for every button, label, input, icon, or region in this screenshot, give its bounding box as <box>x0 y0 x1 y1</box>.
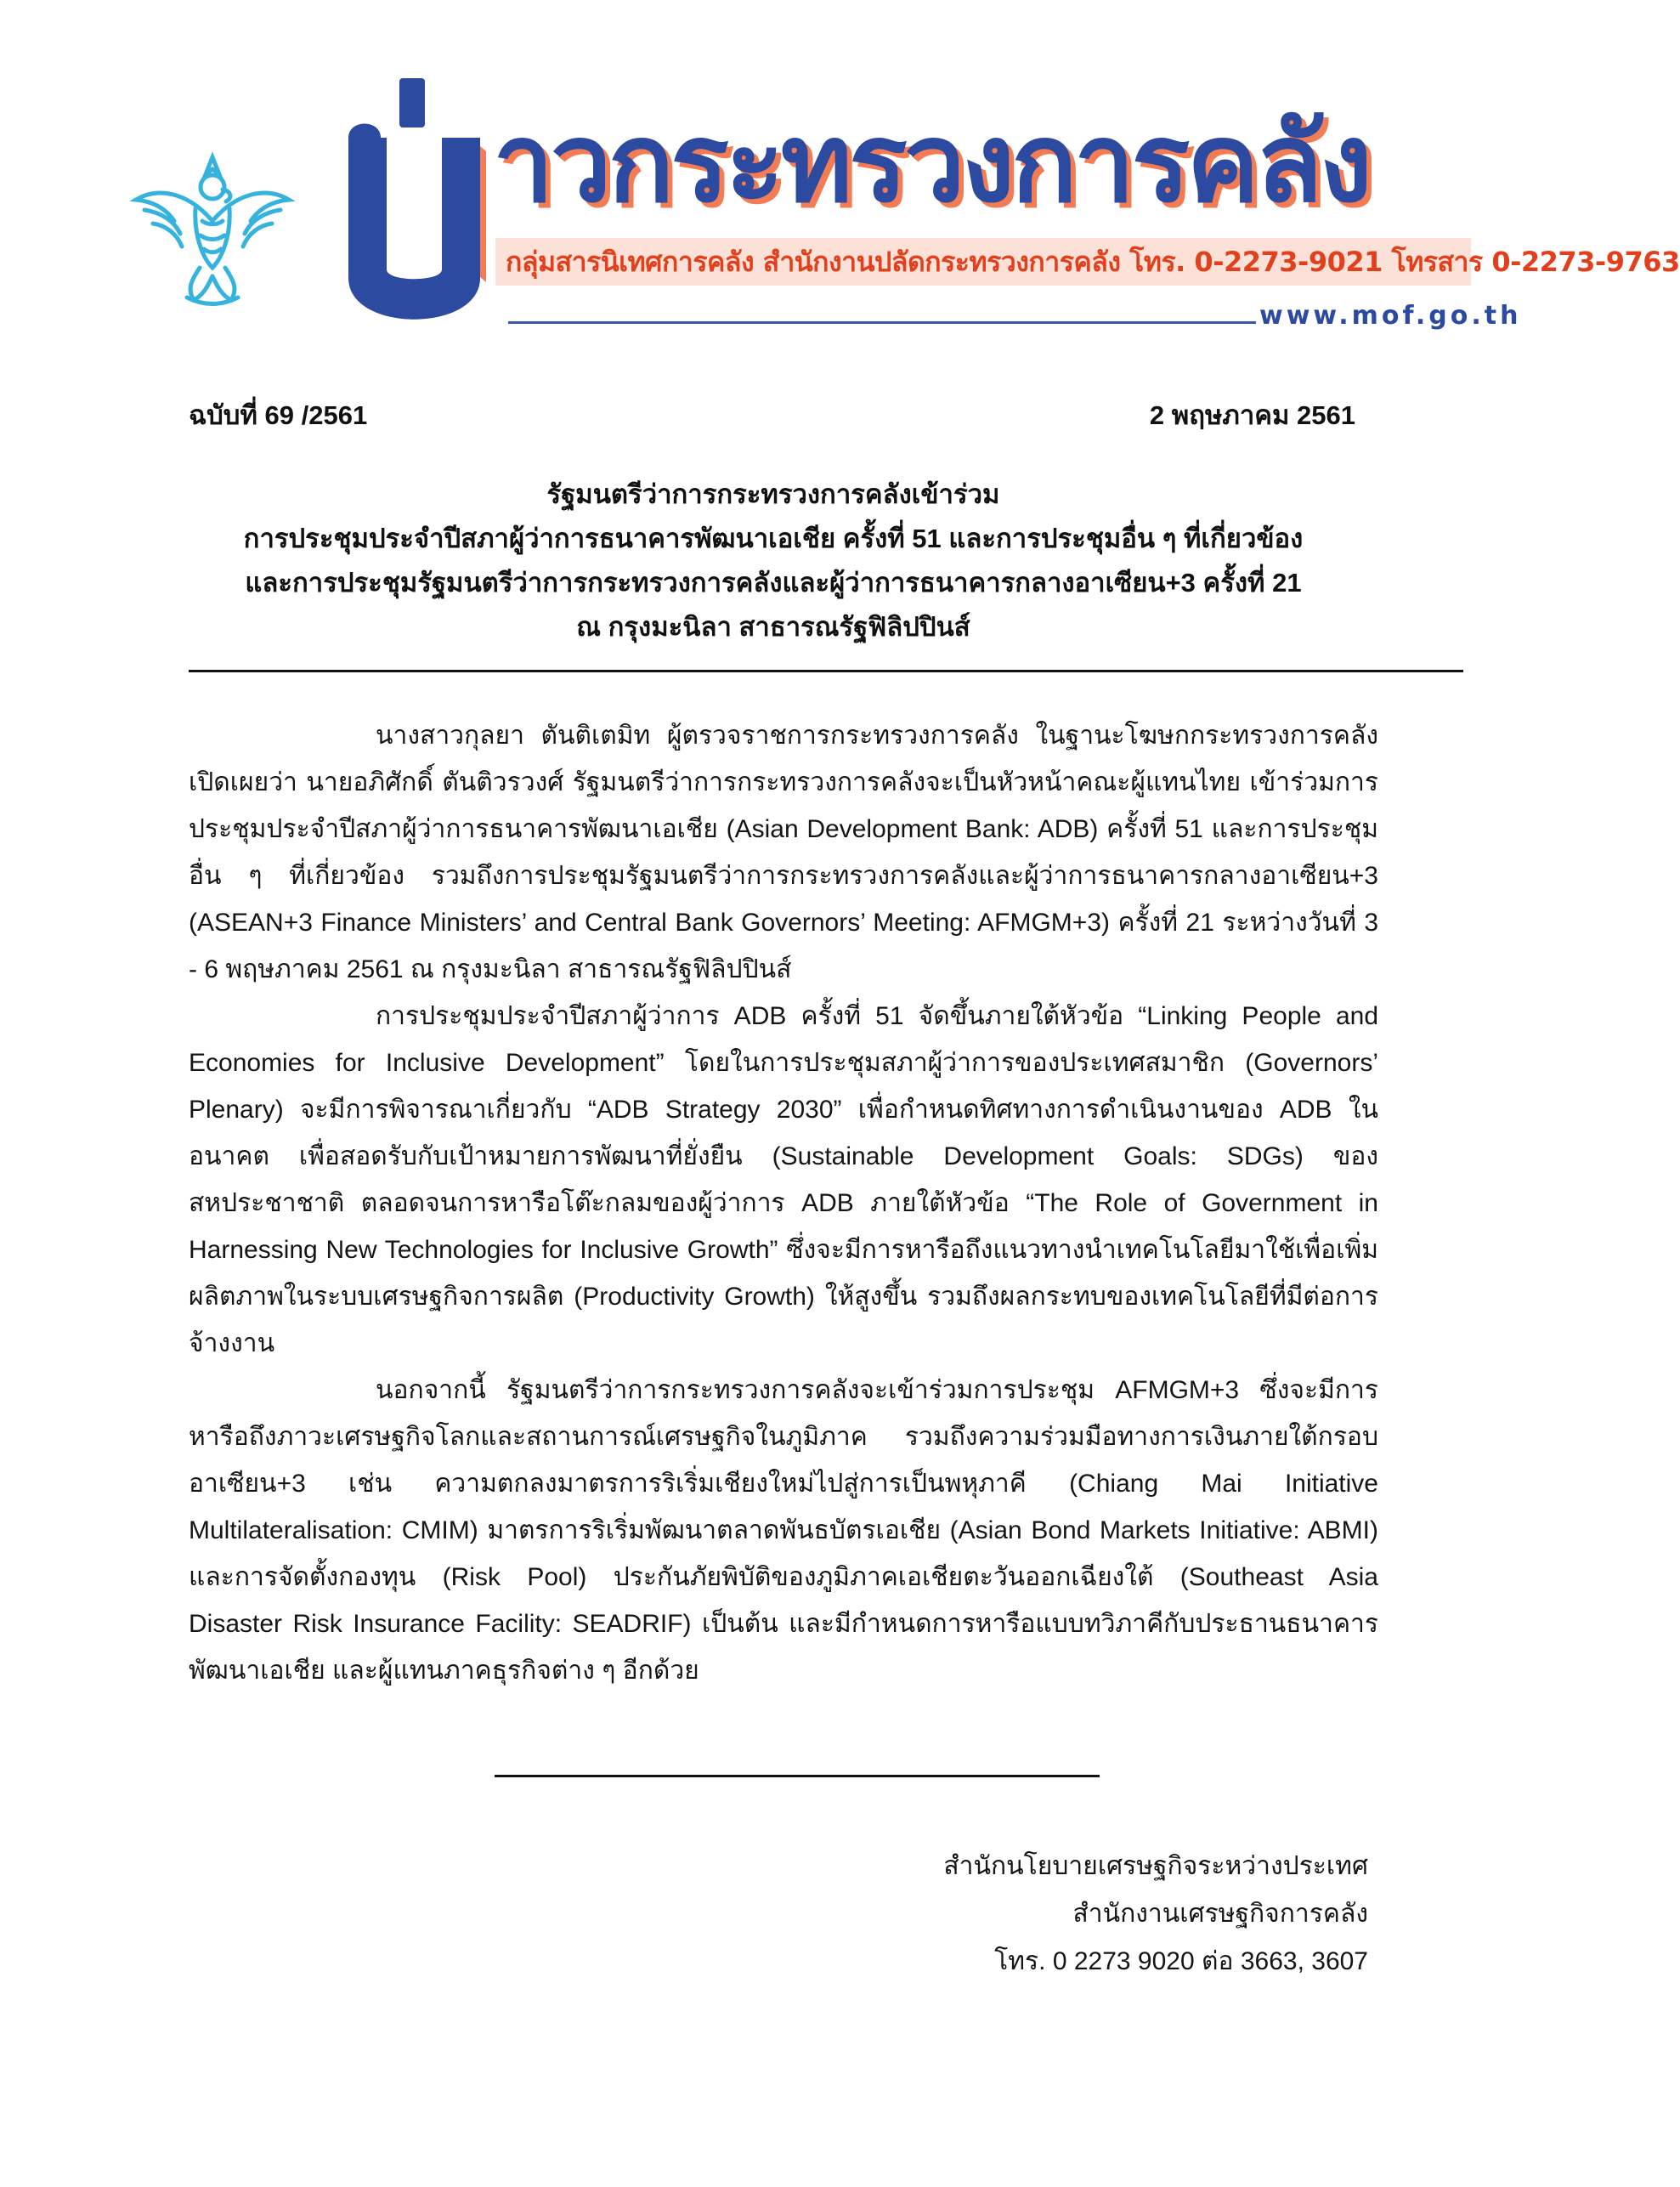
masthead-divider <box>508 321 1256 324</box>
contact-phone: โทร. 0 2273 9020 ต่อ 3663, 3607 <box>994 1947 1368 1975</box>
website-url[interactable]: www.mof.go.th <box>1259 301 1522 331</box>
press-release-title <box>136 473 1411 649</box>
body-paragraph: นอกจากนี้ รัฐมนตรีว่าการกระทรวงการคลังจะเข้าร่วมการประชุม AFMGM+3 ซึ่งจะมีการหารือถึงภาวะเศรษฐกิจโลกและสถานการณ์เศรษฐกิจในภูมิภาค รวมถึงความร่วมมือทางการเงินภายใต้กรอบอาเซียน+3 เช่น ความตกลงมาตรการริเริ่มเชียงใหม่ไปสู่การเป็นพหุภาคี (Chiang Mai Initiative Multilateralisation: CMIM) มาตรการริเริ่มพัฒนาตลาดพันธบัตรเอเชีย (Asian Bond Markets Initiative: ABMI) และการจัดตั้งกองทุน (Risk Pool) ประกันภัยพิบัติของภูมิภาคเอเชียตะวันออกเฉียงใต้ (Southeast Asia Disaster Risk Insurance Facility: SEADRIF) เป็นต้น และมีกำหนดการหารือแบบทวิภาคีกับประธานธนาคารพัฒนาเอเชีย และผู้แทนภาคธุรกิจต่าง ๆ อีกด้วย <box>189 1376 1378 1685</box>
masthead-contact: กลุ่มสารนิเทศการคลัง สำนักงานปลัดกระทรวงการคลัง โทร. 0-2273-9021 โทรสาร 0-2273-9763 <box>506 246 1680 278</box>
body-paragraph: นางสาวกุลยา ตันติเตมิท ผู้ตรวจราชการกระทรวงการคลัง ในฐานะโฆษกกระทรวงการคลัง เปิดเผยว่า นายอภิศักดิ์ ตันติวรวงศ์ รัฐมนตรีว่าการกระทรวงการคลังจะเป็นหัวหน้าคณะผู้แทนไทย เข้าร่วมการประชุมประจำปีสภาผู้ว่าการธนาคารพัฒนาเอเชีย (Asian Development Bank: ADB) ครั้งที่ 51 และการประชุมอื่น ๆ ที่เกี่ยวข้อง รวมถึงการประชุมรัฐมนตรีว่าการกระทรวงการคลังและผู้ว่าการธนาคารกลางอาเซียน+3 (ASEAN+3 Finance Ministers’ and Central Bank Governors’ Meeting: AFMGM+3) ครั้งที่ 21 ระหว่างวันที่ 3 - 6 พฤษภาคม 2561 ณ กรุงมะนิลา สาธารณรัฐฟิลิปปินส์ <box>189 722 1378 983</box>
title-line: และการประชุมรัฐมนตรีว่าการกระทรวงการคลังและผู้ว่าการธนาคารกลางอาเซียน+3 ครั้งที่ 21 <box>245 568 1302 598</box>
title-divider <box>189 670 1463 672</box>
title-line: รัฐมนตรีว่าการกระทรวงการคลังเข้าร่วม <box>546 479 1000 509</box>
issuing-office-block <box>943 1843 1368 1986</box>
title-line: ณ กรุงมะนิลา สาธารณรัฐฟิลิปปินส์ <box>576 612 970 642</box>
garuda-emblem-icon <box>127 140 297 310</box>
masthead-title: าวกระทรวงการคลัง <box>493 100 1369 227</box>
issue-number: ฉบับที่ 69 /2561 <box>189 400 368 430</box>
title-line: การประชุมประจำปีสภาผู้ว่าการธนาคารพัฒนาเอเชีย ครั้งที่ 51 และการประชุมอื่น ๆ ที่เกี่ยวข้อง <box>243 524 1304 553</box>
issuing-department: สำนักงานเศรษฐกิจการคลัง <box>1072 1900 1368 1928</box>
masthead-initial-mark <box>340 78 489 320</box>
issuing-office: สำนักนโยบายเศรษฐกิจระหว่างประเทศ <box>943 1852 1368 1880</box>
body-paragraph: การประชุมประจำปีสภาผู้ว่าการ ADB ครั้งที่ 51 จัดขึ้นภายใต้หัวข้อ “Linking People and Economies for Inclusive Development” โดยในการประชุมสภาผู้ว่าการของประเทศสมาชิก (Governors’ Plenary) จะมีการพิจารณาเกี่ยวกับ “ADB Strategy 2030” เพื่อกำหนดทิศทางการดำเนินงานของ ADB ในอนาคต เพื่อสอดรับกับเป้าหมายการพัฒนาที่ยั่งยืน (Sustainable Development Goals: SDGs) ของสหประชาชาติ ตลอดจนการหารือโต๊ะกลมของผู้ว่าการ ADB ภายใต้หัวข้อ “The Role of Government in Harnessing New Technologies for Inclusive Growth” ซึ่งจะมีการหารือถึงแนวทางนำเทคโนโลยีมาใช้เพื่อเพิ่มผลิตภาพในระบบเศรษฐกิจการผลิต (Productivity Growth) ให้สูงขึ้น รวมถึงผลกระทบของเทคโนโลยีที่มีต่อการจ้างงาน <box>189 1002 1378 1357</box>
press-release-body <box>189 712 1378 1694</box>
issue-date: 2 พฤษภาคม 2561 <box>1149 400 1355 430</box>
closing-divider <box>495 1775 1100 1777</box>
